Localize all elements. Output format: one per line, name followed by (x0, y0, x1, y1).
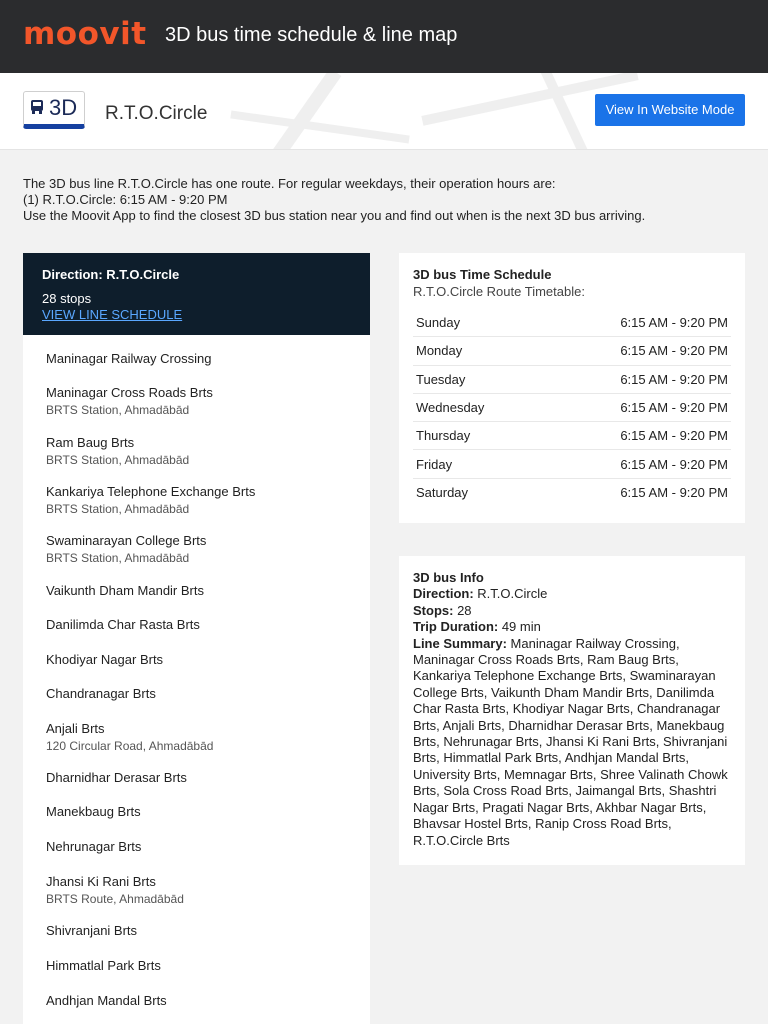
direction-box (23, 253, 370, 335)
stop-name: Manekbaug Brts (46, 804, 141, 820)
info-panel (399, 556, 745, 865)
map-background-road (230, 111, 409, 144)
view-line-schedule-link[interactable]: VIEW LINE SCHEDULE (42, 307, 183, 322)
schedule-hours: 6:15 AM - 9:20 PM (620, 315, 728, 331)
stop-item[interactable] (46, 617, 347, 651)
stop-item[interactable] (46, 804, 347, 839)
stop-location: 120 Circular Road, Ahmadābād (46, 738, 214, 753)
intro-line-2: (1) R.T.O.Circle: 6:15 AM - 9:20 PM (23, 192, 228, 207)
schedule-day: Saturday (416, 485, 469, 501)
stop-item[interactable] (46, 839, 347, 874)
stop-name: Anjali Brts (46, 720, 105, 736)
route-name: R.T.O.Circle (105, 103, 208, 124)
stop-name: Khodiyar Nagar Brts (46, 651, 164, 667)
stop-item[interactable] (46, 686, 347, 720)
intro-line-3: Use the Moovit App to find the closest 3D bus station near you and find out when is the next 3D bus arriving. (23, 208, 646, 223)
line-header (0, 73, 768, 150)
stop-name: Nehrunagar Brts (46, 839, 142, 855)
stop-name: Jhansi Ki Rani Brts (46, 873, 156, 889)
stop-item[interactable] (46, 583, 347, 617)
stop-item[interactable] (46, 770, 347, 804)
schedule-day: Tuesday (416, 371, 466, 387)
stop-location: BRTS Station, Ahmadābād (46, 502, 190, 517)
stop-item[interactable] (46, 533, 347, 583)
stop-name: Vaikunth Dham Mandir Brts (46, 582, 204, 598)
schedule-row (413, 337, 731, 365)
stops-count: 28 stops (42, 291, 92, 306)
info-trip-duration: Trip Duration: 49 min (413, 619, 541, 635)
schedule-hours: 6:15 AM - 9:20 PM (620, 456, 728, 472)
schedule-hours: 6:15 AM - 9:20 PM (620, 371, 728, 387)
stop-location: BRTS Station, Ahmadābād (46, 551, 190, 566)
schedule-panel (399, 253, 745, 523)
schedule-hours: 6:15 AM - 9:20 PM (620, 428, 728, 444)
schedule-day: Wednesday (416, 400, 485, 416)
stop-name: Andhjan Mandal Brts (46, 992, 167, 1008)
stop-name: Danilimda Char Rasta Brts (46, 617, 200, 633)
schedule-row (413, 422, 731, 450)
stop-item[interactable] (46, 958, 347, 993)
stops-list (23, 335, 370, 1024)
stop-item[interactable] (46, 652, 347, 687)
stop-item[interactable] (46, 993, 347, 1024)
schedule-row (413, 450, 731, 478)
intro-line-1: The 3D bus line R.T.O.Circle has one route. For regular weekdays, their operation hours are: (23, 176, 556, 191)
line-badge (23, 91, 85, 129)
schedule-table (413, 309, 731, 507)
schedule-day: Monday (416, 343, 463, 359)
schedule-day: Sunday (416, 315, 461, 331)
direction-title: Direction: R.T.O.Circle (42, 267, 180, 282)
line-code: 3D (49, 95, 78, 120)
stop-name: Maninagar Railway Crossing (46, 351, 212, 366)
direction-panel (23, 253, 370, 1024)
info-stops: Stops: 28 (413, 602, 472, 618)
stop-name: Maninagar Cross Roads Brts (46, 385, 213, 401)
stop-item[interactable] (46, 351, 347, 385)
top-bar (0, 0, 768, 73)
info-direction: Direction: R.T.O.Circle (413, 586, 548, 602)
stop-name: Ram Baug Brts (46, 434, 135, 450)
stop-item[interactable] (46, 923, 347, 958)
schedule-hours: 6:15 AM - 9:20 PM (620, 485, 728, 501)
schedule-day: Thursday (416, 428, 471, 444)
schedule-title: 3D bus Time Schedule (413, 267, 552, 282)
stop-item[interactable] (46, 874, 347, 924)
view-website-mode-button[interactable]: View In Website Mode (595, 94, 745, 126)
page-title: 3D bus time schedule & line map (165, 24, 458, 46)
stop-name: Swaminarayan College Brts (46, 533, 207, 549)
schedule-row (413, 394, 731, 422)
intro-text (23, 176, 743, 224)
stop-location: BRTS Station, Ahmadābād (46, 452, 190, 467)
stop-location: BRTS Station, Ahmadābād (46, 403, 190, 418)
schedule-row (413, 309, 731, 337)
stop-name: Kankariya Telephone Exchange Brts (46, 484, 256, 500)
stop-item[interactable] (46, 385, 347, 435)
info-title: 3D bus Info (413, 570, 484, 585)
schedule-subtitle: R.T.O.Circle Route Timetable: (413, 284, 585, 299)
schedule-hours: 6:15 AM - 9:20 PM (620, 343, 728, 359)
stop-name: Chandranagar Brts (46, 686, 156, 702)
schedule-hours: 6:15 AM - 9:20 PM (620, 400, 728, 416)
stop-item[interactable] (46, 484, 347, 533)
stop-name: Shivranjani Brts (46, 923, 138, 939)
schedule-row (413, 479, 731, 507)
stop-name: Dharnidhar Derasar Brts (46, 770, 187, 786)
schedule-row (413, 366, 731, 394)
moovit-logo[interactable]: moovit (23, 16, 147, 52)
map-background-road (273, 73, 342, 150)
info-line-summary: Line Summary: Maninagar Railway Crossing, Maninagar Cross Roads Brts, Ram Baug Brts, Kankariya Telephone Exchange Brts, Swaminarayan College Brts, Vaikunth Dham Mandir Brts, Danilimda Char Rasta Brts, Khodiyar Nagar Brts, Chandranagar Brts, Anjali Brts, Dharnidhar Derasar Brts, Manekbaug Brts, Nehrunagar Brts, Jhansi Ki Rani Brts, Shivranjani Brts, Himmatlal Park Brts, Andhjan Mandal Brts, University Brts, Memnagar Brts, Shree Valinath Chowk Brts, Sola Cross Road Brts, Jaimangal Brts, Shashtri Nagar Brts, Pragati Nagar Brts, Akhbar Nagar Brts, Bhavsar Hostel Brts, Ranip Cross Road Brts, R.T.O.Circle Brts (413, 635, 728, 848)
stop-item[interactable] (46, 721, 347, 771)
stop-location: BRTS Route, Ahmadābād (46, 891, 184, 906)
stop-item[interactable] (46, 435, 347, 484)
schedule-day: Friday (416, 456, 453, 472)
stop-name: Himmatlal Park Brts (46, 958, 161, 974)
bus-icon (29, 99, 45, 115)
